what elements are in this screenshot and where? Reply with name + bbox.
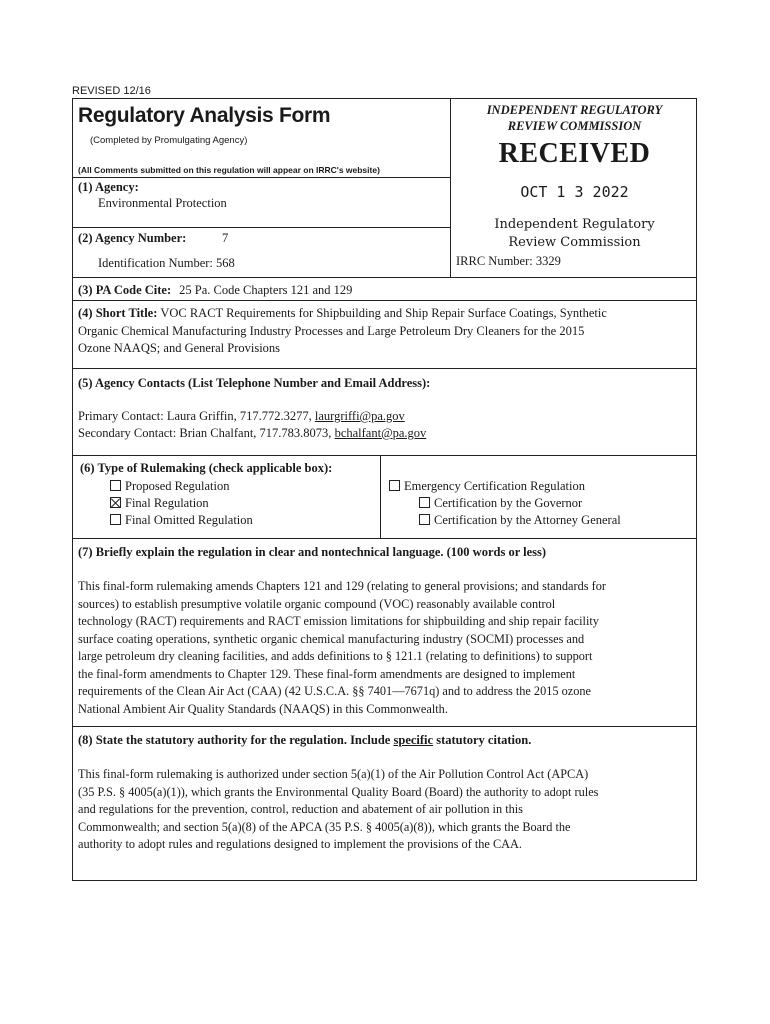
brief-line: large petroleum dry cleaning facilities, and adds definitions to § 121.1 (relating to definitions) to support <box>78 649 593 663</box>
agency-label: (1) Agency: <box>78 180 139 194</box>
row-divider <box>72 177 450 178</box>
primary-email-link[interactable]: laurgriffi@pa.gov <box>314 409 405 423</box>
checkbox[interactable] <box>389 480 400 491</box>
rulemaking-options-right <box>389 478 621 529</box>
authority-label: (8) State the statutory authority for the regulation. Include specific statutory citation. <box>78 733 532 747</box>
stamp-line2: Review Commission <box>508 235 641 250</box>
pa-code-value: 25 Pa. Code Chapters 121 and 129 <box>179 283 353 297</box>
irrc-number: IRRC Number: 3329 <box>456 254 561 268</box>
authority-label-emphasis: specific <box>393 733 434 747</box>
authority-line: This final-form rulemaking is authorized under section 5(a)(1) of the Air Pollution Control Act (APCA) <box>78 767 589 781</box>
identification-number: Identification Number: 568 <box>98 256 235 270</box>
contacts-label: (5) Agency Contacts (List Telephone Number and Email Address): <box>78 376 431 390</box>
short-title-label: (4) Short Title: <box>78 306 158 320</box>
revised-date: REVISED 12/16 <box>72 85 151 97</box>
rulemaking-options-left <box>110 478 253 529</box>
brief-line: surface coating operations, synthetic organic chemical manufacturing industry (SOCMI) processes and <box>78 631 585 646</box>
agency-value: Environmental Protection <box>98 196 227 210</box>
agency-number-value: 7 <box>222 231 229 245</box>
irrc-heading <box>452 102 697 134</box>
primary-contact <box>78 409 405 424</box>
secondary-contact-text: Secondary Contact: Brian Chalfant, 717.783.8073, <box>78 426 335 440</box>
irrc-heading-line1: INDEPENDENT REGULATORY <box>486 103 663 117</box>
brief-line: the final-form amendments to Chapter 129. These final-form amendments are designed to implement <box>78 666 576 681</box>
agency-number-label: (2) Agency Number: <box>78 231 187 245</box>
rulemaking-label: (6) Type of Rulemaking (check applicable box): <box>80 461 333 475</box>
pa-code-label: (3) PA Code Cite: <box>78 283 172 297</box>
brief-line: requirements of the Clean Air Act (CAA) (42 U.S.C.A. §§ 7401—7671q) and to address the 2015 ozone <box>78 684 591 698</box>
brief-text <box>78 578 606 718</box>
checkbox[interactable] <box>110 514 121 525</box>
pa-code-row <box>78 281 352 299</box>
secondary-contact <box>78 426 426 441</box>
row-divider <box>72 538 697 539</box>
checkbox-checked[interactable] <box>110 497 121 508</box>
brief-line: This final-form rulemaking amends Chapters 121 and 129 (relating to general provisions; and standards for <box>78 579 606 593</box>
received-stamp: RECEIVED <box>498 138 651 169</box>
checkbox[interactable] <box>419 514 430 525</box>
option-certification-attorney-general[interactable]: Certification by the Attorney General <box>419 512 621 529</box>
secondary-email-link[interactable]: bchalfant@pa.gov <box>334 426 427 440</box>
brief-line: technology (RACT) requirements and RACT emission limitations for shipbuilding and ship repair facility <box>78 614 599 628</box>
authority-line: authority to adopt rules and regulations designed to implement the provisions of the CAA. <box>78 837 522 851</box>
authority-text <box>78 766 598 854</box>
header-divider <box>450 98 451 278</box>
brief-line: National Ambient Air Quality Standards (NAAQS) in this Commonwealth. <box>78 701 448 716</box>
row-divider <box>72 726 697 727</box>
form-title: Regulatory Analysis Form <box>78 104 331 127</box>
option-certification-governor[interactable]: Certification by the Governor <box>419 495 621 512</box>
authority-line: (35 P.S. § 4005(a)(1)), which grants the Environmental Quality Board (Board) the authority to adopt rules <box>78 784 599 799</box>
authority-line: Commonwealth; and section 5(a)(8) of the APCA (35 P.S. § 4005(a)(8)), which grants the Board the <box>78 819 571 834</box>
short-title-block <box>78 305 607 358</box>
short-title-line1: VOC RACT Requirements for Shipbuilding and Ship Repair Surface Coatings, Synthetic <box>160 306 607 320</box>
checkbox[interactable] <box>419 497 430 508</box>
option-emergency-certification[interactable]: Emergency Certification Regulation <box>389 478 621 495</box>
option-final-regulation[interactable]: Final Regulation <box>110 495 253 512</box>
row-divider <box>72 227 450 228</box>
comments-note: (All Comments submitted on this regulation will appear on IRRC's website) <box>78 165 380 175</box>
short-title-line2: Organic Chemical Manufacturing Industry Processes and Large Petroleum Dry Cleaners for the 2015 <box>78 323 585 338</box>
option-proposed-regulation[interactable]: Proposed Regulation <box>110 478 253 495</box>
brief-line: sources) to establish presumptive volatile organic compound (VOC) reasonably available control <box>78 596 556 611</box>
form-subtitle: (Completed by Promulgating Agency) <box>90 135 248 146</box>
checkbox[interactable] <box>110 480 121 491</box>
brief-label: (7) Briefly explain the regulation in clear and nontechnical language. (100 words or less) <box>78 545 547 559</box>
stamp-date: OCT 1 3 2022 <box>520 183 629 201</box>
row-divider <box>72 455 697 456</box>
primary-contact-text: Primary Contact: Laura Griffin, 717.772.3277, <box>78 409 315 423</box>
irrc-heading-line2: REVIEW COMMISSION <box>507 119 642 133</box>
authority-line: and regulations for the prevention, control, reduction and abatement of air pollution in this <box>78 802 523 816</box>
option-final-omitted-regulation[interactable]: Final Omitted Regulation <box>110 512 253 529</box>
row-divider <box>72 300 697 301</box>
row-divider <box>72 368 697 369</box>
row-divider <box>72 277 697 278</box>
rulemaking-divider <box>380 455 381 538</box>
stamp-commission <box>452 216 697 252</box>
short-title-line3: Ozone NAAQS; and General Provisions <box>78 341 281 355</box>
stamp-line1: Independent Regulatory <box>494 217 655 232</box>
